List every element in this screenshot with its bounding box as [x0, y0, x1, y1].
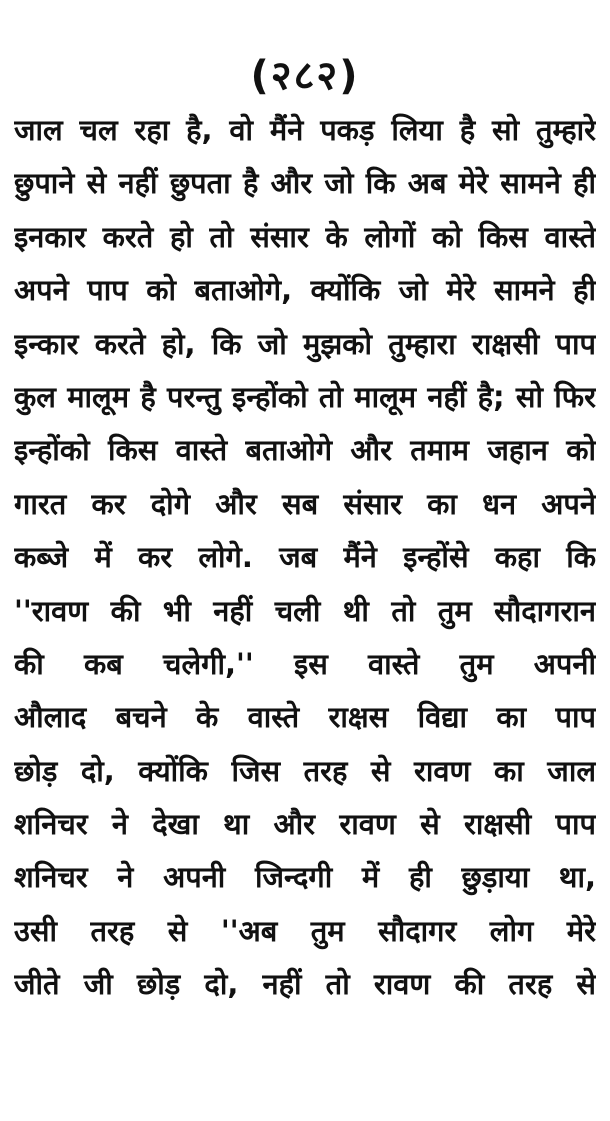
text-line: छोड़ दो, क्योंकि जिस तरह से रावण का जाल — [14, 753, 596, 788]
text-line: जाल चल रहा है, वो मैंने पकड़ लिया है सो तुम्हारे — [14, 113, 596, 147]
text-line: इन्होंको किस वास्ते बताओगे और तमाम जहान को — [14, 433, 596, 468]
page-number: (२८२) — [250, 53, 360, 99]
text-line: कुल मालूम है परन्तु इन्होंको तो मालूम नहीं है; सो फिर — [14, 379, 596, 414]
text-line: उसी तरह से ''अब तुम सौदागर लोग मेरे — [14, 913, 596, 948]
text-line: इनकार करते हो तो संसार के लोगों को किस वास्ते — [14, 219, 596, 254]
text-line: गारत कर दोगे और सब संसार का धन अपने — [14, 486, 596, 521]
text-line: इन्कार करते हो, कि जो मुझको तुम्हारा राक्षसी पाप — [14, 326, 596, 361]
text-line: कब्जे में कर लोगे. जब मैंने इन्होंसे कहा कि — [14, 540, 596, 575]
text-line: छुपाने से नहीं छुपता है और जो कि अब मेरे सामने ही — [14, 166, 596, 201]
body-text — [14, 104, 596, 1012]
text-line: की कब चलेगी,'' इस वास्ते तुम अपनी — [14, 646, 596, 681]
text-line: ''रावण की भी नहीं चली थी तो तुम सौदागरान — [14, 593, 596, 628]
text-line: जीते जी छोड़ दो, नहीं तो रावण की तरह से — [14, 967, 596, 1002]
text-line: शनिचर ने देखा था और रावण से राक्षसी पाप — [14, 807, 596, 842]
text-line: अपने पाप को बताओगे, क्योंकि जो मेरे सामने ही — [14, 273, 596, 308]
text-line: औलाद बचने के वास्ते राक्षस विद्या का पाप — [14, 700, 596, 735]
text-line: शनिचर ने अपनी जिन्दगी में ही छुड़ाया था, — [14, 860, 596, 895]
